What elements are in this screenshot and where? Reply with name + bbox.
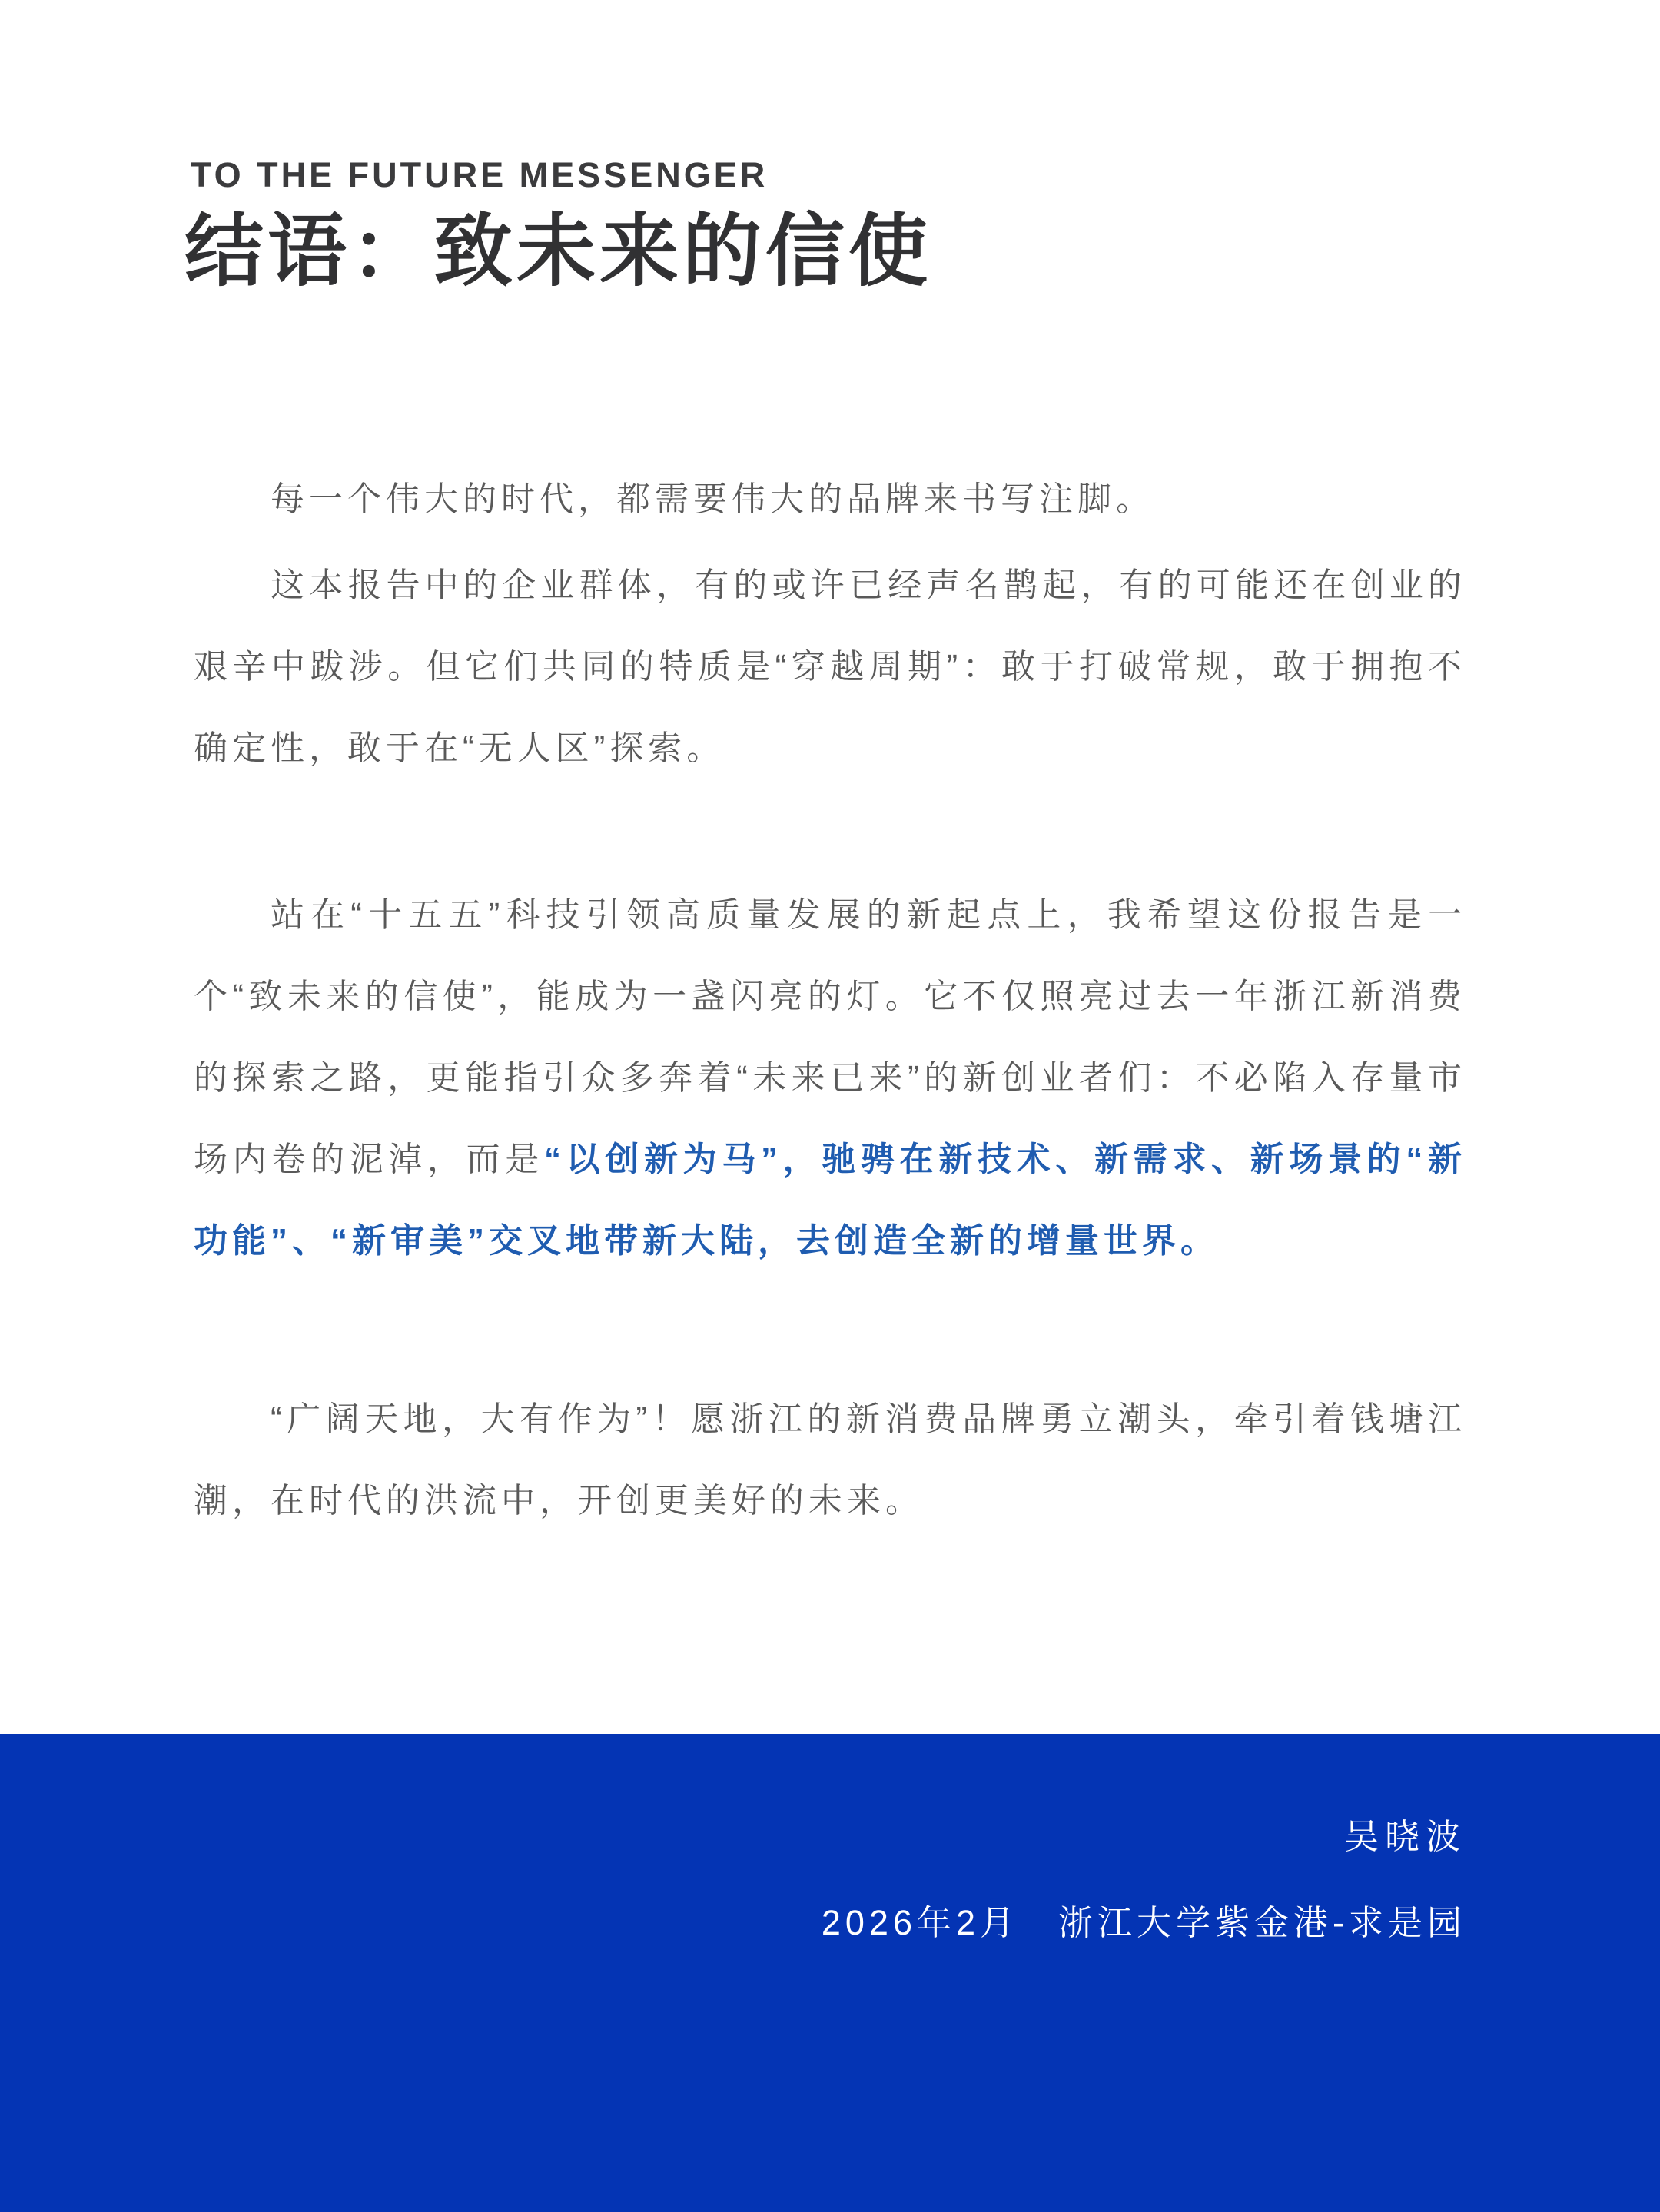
paragraph-1: 每一个伟大的时代，都需要伟大的品牌来书写注脚。 — [271, 480, 1154, 518]
section-eyebrow: TO THE FUTURE MESSENGER — [191, 155, 769, 194]
paragraph-3-highlight-text: “以创新为马”，驰骋在新技术、新需求、新场景的“新功能”、“新审美”交叉地带新大陆，去创造全新的增量世界。 — [194, 1141, 1466, 1260]
footer-date-location: 2026年2月 浙江大学紫金港-求是园 — [821, 1903, 1466, 1942]
body-text — [194, 459, 1466, 1542]
footer-author: 吴晓波 — [1343, 1817, 1466, 1856]
paragraph-3 — [194, 875, 1466, 1282]
paragraph-2: 这本报告中的企业群体，有的或许已经声名鹊起，有的可能还在创业的艰辛中跋涉。但它们共同的特质是“穿越周期”：敢于打破常规，敢于拥抱不确定性，敢于在“无人区”探索。 — [194, 566, 1466, 767]
page-title: 结语：致未来的信使 — [184, 207, 931, 295]
paragraph-4: “广阔天地，大有作为”！愿浙江的新消费品牌勇立潮头，牵引着钱塘江潮，在时代的洪流中，开创更美好的未来。 — [194, 1400, 1466, 1520]
paragraph-3-normal-text: 站在“十五五”科技引领高质量发展的新起点上，我希望这份报告是一个“致未来的信使”，能成为一盏闪亮的灯。它不仅照亮过去一年浙江新消费的探索之路，更能指引众多奔着“未来已来”的新创业者们：不必陷入存量市场内卷的泥淖，而是 — [194, 896, 1466, 1178]
footer-band — [0, 1734, 1660, 2212]
